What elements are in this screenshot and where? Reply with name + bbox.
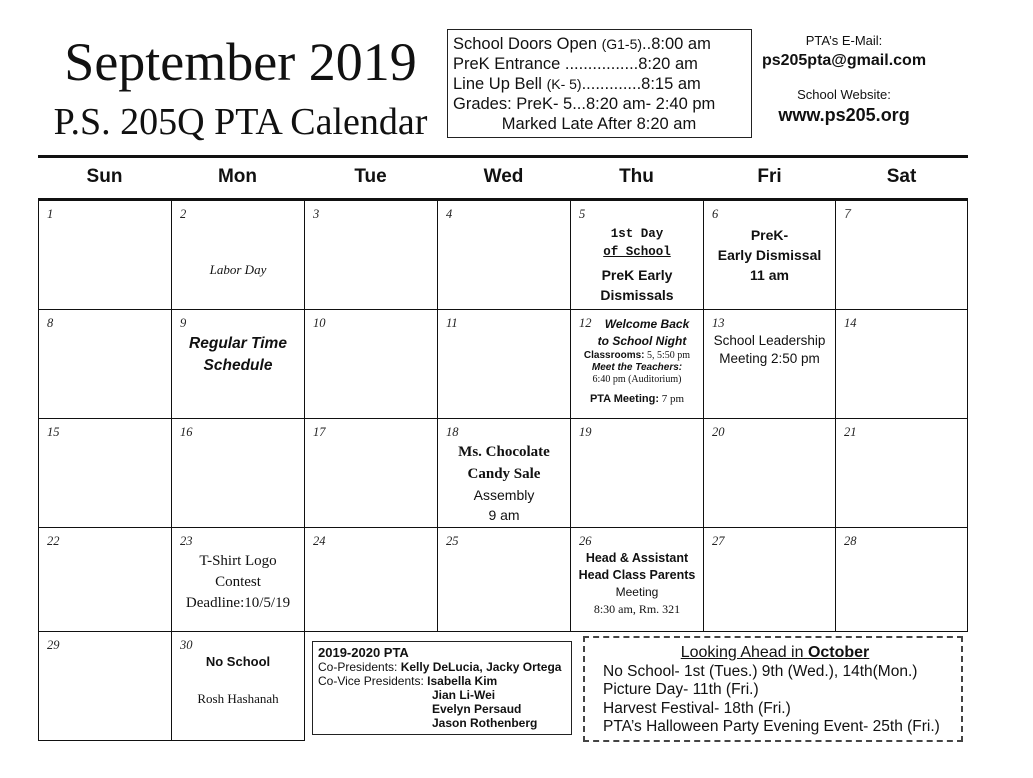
day-number: 18	[446, 425, 459, 439]
day-cell-3[interactable]	[304, 200, 438, 310]
event-labor-day: Labor Day	[209, 262, 267, 277]
day-number: 28	[844, 534, 857, 548]
day-number: 25	[446, 534, 459, 548]
day-number: 10	[313, 316, 326, 330]
day-cell-16[interactable]	[171, 418, 305, 528]
website-link[interactable]: www.ps205.org	[778, 105, 910, 125]
day-number: 17	[313, 425, 326, 439]
day-cell-20[interactable]	[703, 418, 836, 528]
day-cell-5[interactable]	[570, 200, 704, 310]
event-class-parents-meeting: Meeting 8:30 am, Rm. 321	[593, 585, 681, 616]
day-number: 24	[313, 534, 326, 548]
day-cell-11[interactable]	[437, 309, 571, 419]
day-cell-21[interactable]	[835, 418, 968, 528]
looking-ahead-heading: Looking Ahead in October	[680, 644, 870, 661]
day-cell-19[interactable]	[570, 418, 704, 528]
event-first-day: 1st Day of School	[603, 227, 671, 259]
day-number: 6	[712, 207, 719, 221]
co-vice-president: Evelyn Persaud	[432, 702, 522, 716]
day-number: 12	[579, 316, 592, 330]
day-number: 15	[47, 425, 60, 439]
event-school-leadership: School Leadership Meeting 2:50 pm	[713, 333, 826, 366]
header-divider	[38, 155, 968, 158]
day-cell-2[interactable]	[171, 200, 305, 310]
day-number: 7	[844, 207, 851, 221]
day-cell-9[interactable]	[171, 309, 305, 419]
co-presidents: Co-Presidents: Kelly DeLucia, Jacky Ortega	[318, 660, 562, 674]
event-no-school: No School	[205, 654, 271, 669]
day-number: 3	[313, 207, 320, 221]
day-number: 13	[712, 316, 725, 330]
day-cell-8[interactable]	[38, 309, 172, 419]
looking-ahead-item: PTA’s Halloween Party Evening Event- 25th (Fri.)	[603, 718, 940, 735]
event-prek-early-dismissal: PreK- Early Dismissal 11 am	[717, 227, 822, 283]
day-number: 20	[712, 425, 725, 439]
co-vice-president: Jason Rothenberg	[432, 716, 538, 730]
weekday-sat: Sat	[886, 166, 917, 187]
day-number: 5	[579, 207, 586, 221]
day-number: 22	[47, 534, 60, 548]
day-cell-15[interactable]	[38, 418, 172, 528]
day-cell-27[interactable]	[703, 527, 836, 632]
pta-board-box	[312, 641, 572, 735]
day-number: 9	[180, 316, 187, 330]
event-welcome-back-2: to School Night	[597, 334, 687, 348]
co-vice-presidents: Co-Vice Presidents: Isabella Kim	[318, 674, 498, 688]
weekday-mon: Mon	[217, 166, 258, 187]
day-number: 30	[180, 638, 193, 652]
day-cell-1[interactable]	[38, 200, 172, 310]
day-number: 29	[47, 638, 60, 652]
looking-ahead-item: Picture Day- 11th (Fri.)	[603, 681, 759, 698]
day-number: 19	[579, 425, 592, 439]
day-number: 27	[712, 534, 725, 548]
website-label: School Website:	[797, 87, 891, 102]
day-cell-4[interactable]	[437, 200, 571, 310]
day-cell-26[interactable]	[570, 527, 704, 632]
day-cell-12[interactable]	[570, 309, 704, 419]
event-pta-meeting: PTA Meeting: 7 pm	[589, 393, 685, 405]
school-hours-box	[447, 29, 752, 138]
event-assembly: Assembly 9 am	[473, 487, 535, 523]
hours-line-lineup: Line Up Bell (K- 5).............8:15 am	[453, 75, 701, 93]
day-cell-29[interactable]	[38, 631, 172, 741]
event-welcome-details: Classrooms: 5, 5:50 pm Meet the Teachers: 6:40 pm (Auditorium)	[583, 350, 691, 385]
hours-line-doors: School Doors Open (G1-5)..8:00 am	[453, 35, 711, 53]
day-cell-22[interactable]	[38, 527, 172, 632]
day-cell-17[interactable]	[304, 418, 438, 528]
day-cell-25[interactable]	[437, 527, 571, 632]
weekday-thu: Thu	[619, 166, 654, 187]
looking-ahead-box	[583, 636, 963, 742]
day-number: 16	[180, 425, 193, 439]
day-cell-10[interactable]	[304, 309, 438, 419]
event-regular-schedule: Regular Time Schedule	[189, 335, 287, 374]
day-number: 21	[844, 425, 857, 439]
month-title: September 2019	[64, 32, 417, 92]
day-cell-6[interactable]	[703, 200, 836, 310]
looking-ahead-item: No School- 1st (Tues.) 9th (Wed.), 14th(Mon.)	[603, 662, 918, 680]
event-prek-early-dismissals: PreK Early Dismissals	[600, 267, 674, 303]
looking-ahead-item: Harvest Festival- 18th (Fri.)	[603, 699, 791, 717]
email-link[interactable]: ps205pta@gmail.com	[761, 52, 927, 69]
hours-line-late: Marked Late After 8:20 am	[501, 115, 697, 133]
event-tshirt-contest: T-Shirt Logo Contest Deadline:10/5/19	[185, 553, 291, 611]
day-cell-24[interactable]	[304, 527, 438, 632]
weekday-fri: Fri	[757, 166, 782, 187]
event-rosh-hashanah: Rosh Hashanah	[197, 691, 279, 706]
hours-line-prek: PreK Entrance ................8:20 am	[453, 55, 698, 73]
day-cell-7[interactable]	[835, 200, 968, 310]
day-number: 8	[47, 316, 54, 330]
day-cell-13[interactable]	[703, 309, 836, 419]
co-vice-president: Jian Li-Wei	[432, 688, 496, 702]
weekday-sun: Sun	[86, 166, 123, 187]
day-number: 26	[579, 534, 592, 548]
day-number: 11	[446, 316, 458, 330]
event-class-parents: Head & Assistant Head Class Parents	[578, 551, 696, 582]
weekday-wed: Wed	[483, 166, 524, 187]
day-cell-30[interactable]	[171, 631, 305, 741]
day-cell-28[interactable]	[835, 527, 968, 632]
day-cell-18[interactable]	[437, 418, 571, 528]
pta-board-title: 2019-2020 PTA	[318, 645, 409, 660]
hours-line-grades: Grades: PreK- 5...8:20 am- 2:40 pm	[453, 95, 716, 113]
day-number: 14	[844, 316, 857, 330]
day-cell-23[interactable]	[171, 527, 305, 632]
day-number: 1	[47, 207, 54, 221]
calendar-title: P.S. 205Q PTA Calendar	[53, 101, 428, 143]
day-number: 2	[180, 207, 187, 221]
email-label: PTA’s E-Mail:	[805, 33, 883, 48]
day-cell-14[interactable]	[835, 309, 968, 419]
day-number: 4	[446, 207, 453, 221]
event-chocolate-sale: Ms. Chocolate Candy Sale	[458, 444, 550, 482]
weekday-tue: Tue	[354, 166, 387, 187]
day-number: 23	[180, 534, 193, 548]
event-welcome-back: Welcome Back	[604, 317, 690, 331]
contact-info	[758, 32, 930, 126]
